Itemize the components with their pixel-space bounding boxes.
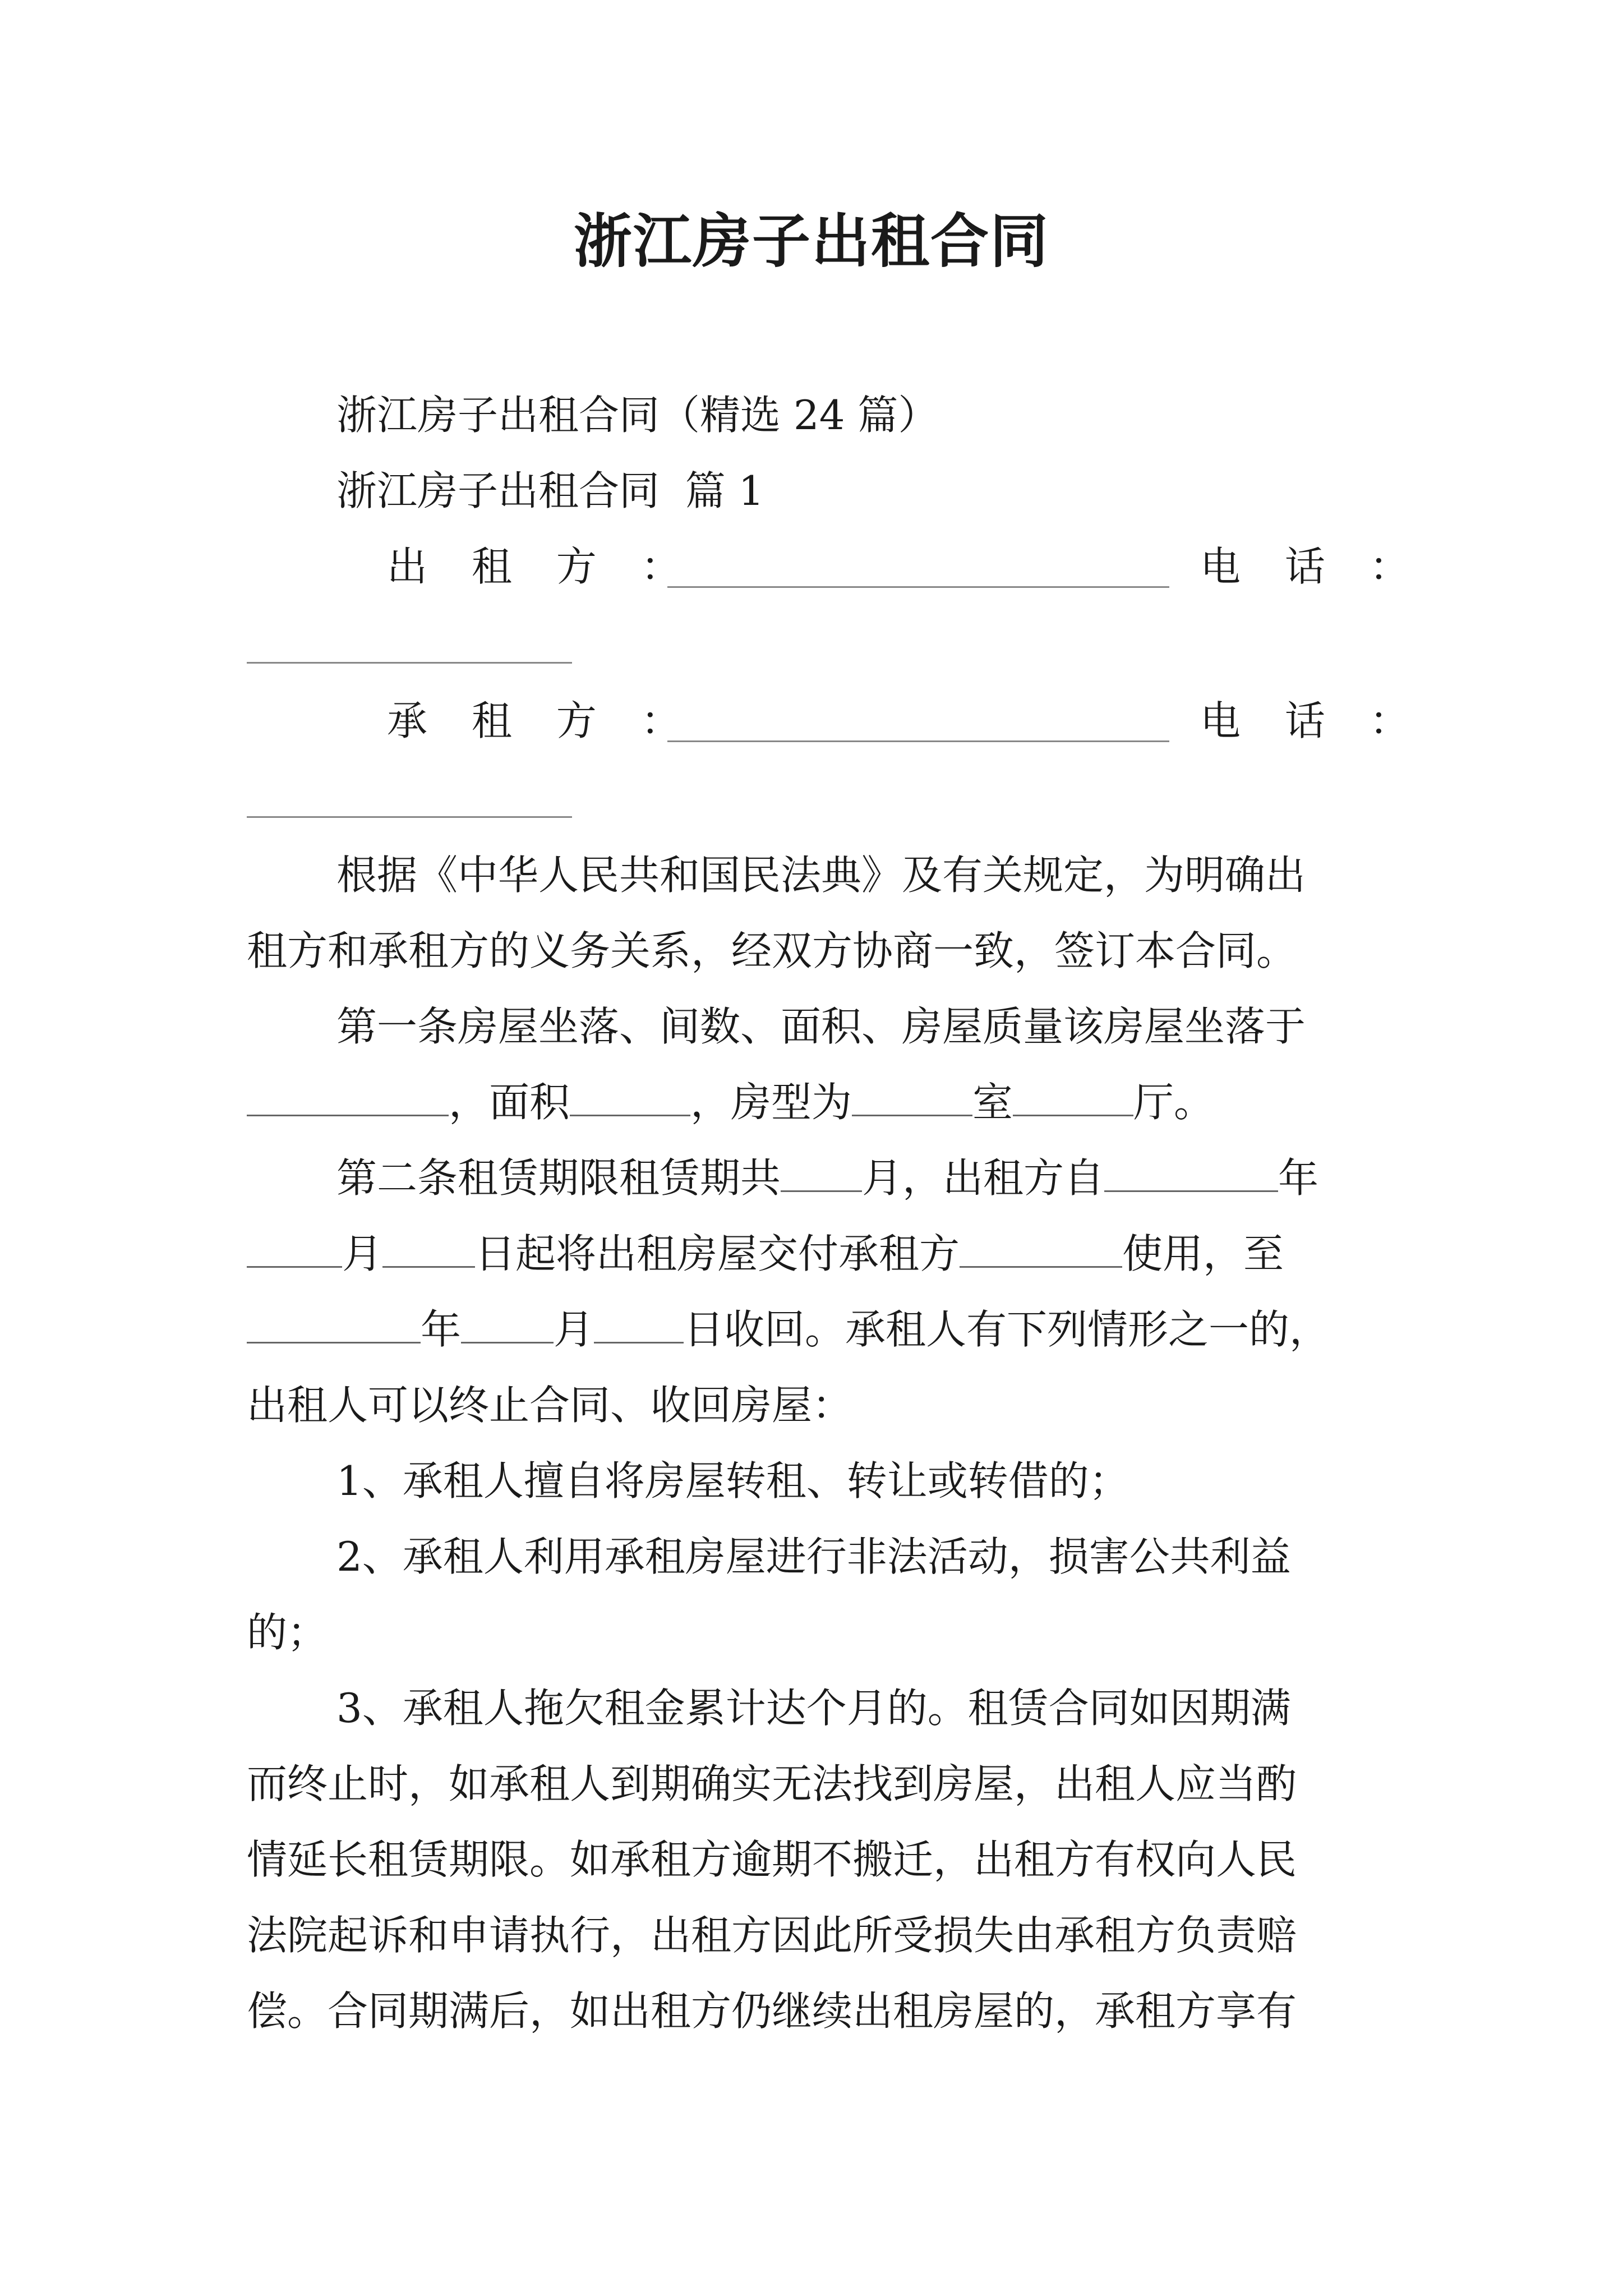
article2-text-c: 年 bbox=[1278, 1154, 1319, 1202]
document-title: 浙江房子出租合同 bbox=[573, 206, 1049, 275]
rooms-blank bbox=[852, 1080, 972, 1116]
area-blank bbox=[570, 1080, 690, 1116]
article1-line-2 bbox=[247, 1074, 1396, 1130]
start-month-blank bbox=[247, 1231, 342, 1268]
article2-line-4: 出租人可以终止合同、收回房屋： bbox=[247, 1382, 853, 1429]
lessee-phone-blank bbox=[247, 816, 572, 818]
subtitle: 浙江房子出租合同（精选 24 篇） bbox=[336, 392, 939, 439]
lessor-phone-label: 电 话 ： bbox=[1200, 543, 1426, 590]
item3-line-3: 情延长租赁期限。如承租方逾期不搬迁，出租方有权向人民 bbox=[247, 1836, 1297, 1883]
article2-line-3 bbox=[247, 1301, 1396, 1358]
article2-text-i: 日收回。承租人有下列情形之一的， bbox=[684, 1306, 1330, 1353]
item2-line-2: 的； bbox=[247, 1609, 328, 1656]
item3-line-1: 3、承租人拖欠租金累计达个月的。租赁合同如因期满 bbox=[336, 1685, 1291, 1732]
lessor-name-blank bbox=[667, 586, 1169, 588]
lessor-phone-blank bbox=[247, 662, 572, 664]
lessee-use-blank bbox=[960, 1231, 1122, 1268]
article2-line-2 bbox=[247, 1226, 1396, 1282]
article2-text-d: 月 bbox=[342, 1230, 383, 1277]
halls-blank bbox=[1013, 1080, 1133, 1116]
article1-text-d: 厅。 bbox=[1133, 1079, 1215, 1126]
article2-text-e: 日起将出租房屋交付承租方 bbox=[475, 1230, 960, 1277]
intro-line-1: 根据《中华人民共和国民法典》及有关规定，为明确出 bbox=[336, 852, 1306, 899]
article1-text-a: ，面积 bbox=[449, 1079, 570, 1126]
article2-text-g: 年 bbox=[421, 1306, 462, 1353]
end-year-blank bbox=[247, 1307, 421, 1343]
term-months-blank bbox=[781, 1156, 862, 1192]
item2-line-1: 2、承租人利用承租房屋进行非法活动，损害公共利益 bbox=[336, 1533, 1291, 1580]
section-heading: 浙江房子出租合同 篇 1 bbox=[336, 467, 764, 514]
article2-line-1 bbox=[336, 1150, 1402, 1206]
lessee-label: 承 租 方 ： bbox=[387, 697, 697, 744]
article2-text-b: 月，出租方自 bbox=[862, 1154, 1105, 1202]
item3-line-5: 偿。合同期满后，如出租方仍继续出租房屋的，承租方享有 bbox=[247, 1987, 1297, 2035]
item1-line: 1、承租人擅自将房屋转租、转让或转借的； bbox=[336, 1457, 1129, 1504]
article2-text-f: 使用，至 bbox=[1122, 1230, 1284, 1277]
end-day-blank bbox=[594, 1307, 684, 1343]
item3-line-4: 法院起诉和申请执行，出租方因此所受损失由承租方负责赔 bbox=[247, 1912, 1297, 1959]
start-day-blank bbox=[382, 1231, 475, 1268]
lessor-label: 出 租 方 ： bbox=[387, 543, 697, 590]
lessee-name-blank bbox=[667, 740, 1169, 742]
article1-text-c: 室 bbox=[972, 1079, 1013, 1126]
article2-text-a: 第二条租赁期限租赁期共 bbox=[336, 1154, 781, 1202]
article1-text-b: ，房型为 bbox=[690, 1079, 852, 1126]
lessee-phone-label-wrap bbox=[1200, 693, 1426, 749]
lessee-phone-label: 电 话 ： bbox=[1200, 697, 1426, 744]
article1-line-1: 第一条房屋坐落、间数、面积、房屋质量该房屋坐落于 bbox=[336, 1003, 1306, 1050]
start-year-blank bbox=[1104, 1156, 1278, 1192]
item3-line-2: 而终止时，如承租人到期确实无法找到房屋，出租人应当酌 bbox=[247, 1760, 1297, 1807]
article2-text-h: 月 bbox=[554, 1306, 594, 1353]
location-blank bbox=[247, 1080, 449, 1116]
intro-line-2: 租方和承租方的义务关系，经双方协商一致，签订本合同。 bbox=[247, 927, 1297, 974]
end-month-blank bbox=[461, 1307, 554, 1343]
lessor-phone-label-wrap bbox=[1200, 539, 1426, 595]
